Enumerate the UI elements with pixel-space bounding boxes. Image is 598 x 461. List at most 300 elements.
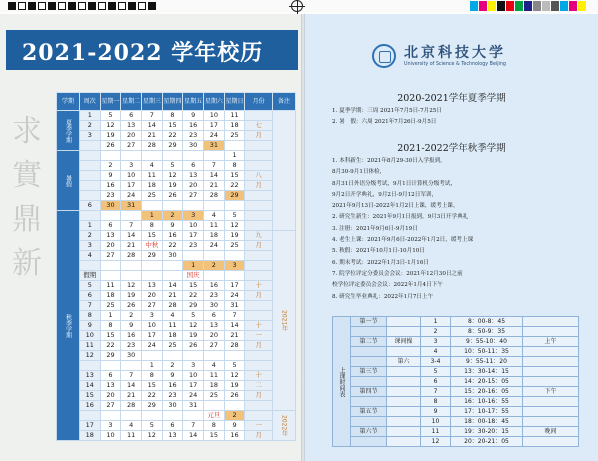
month-label — [245, 301, 273, 311]
schedule-row — [333, 407, 579, 417]
day-cell: 23 — [100, 191, 121, 201]
day-cell: 18 — [100, 291, 121, 301]
day-cell: 26 — [121, 301, 142, 311]
month-label: 月 — [245, 431, 273, 441]
day-cell: 5 — [100, 111, 121, 121]
day-cell — [224, 141, 245, 151]
calendar-row — [57, 211, 296, 221]
day-cell: 29 — [224, 191, 245, 201]
day-cell — [183, 251, 204, 261]
day-cell: 28 — [224, 341, 245, 351]
day-cell: 3 — [183, 211, 204, 221]
day-cell: 15 — [100, 331, 121, 341]
month-label — [245, 151, 273, 161]
day-cell: 2 — [162, 361, 183, 371]
calendar-row — [57, 241, 296, 251]
schedule-cell — [387, 387, 421, 397]
day-cell: 22 — [162, 241, 183, 251]
day-cell: 5 — [224, 211, 245, 221]
day-cell: 18 — [141, 181, 162, 191]
title-bar — [6, 30, 298, 70]
month-label — [245, 271, 273, 281]
calendar-row — [57, 251, 296, 261]
summer-term-list — [332, 106, 582, 129]
day-cell: 30 — [162, 401, 183, 411]
schedule-cell: 14：20-15：05 — [451, 377, 523, 387]
schedule-cell: 2 — [421, 327, 451, 337]
day-cell: 29 — [141, 251, 162, 261]
day-cell: 27 — [100, 401, 121, 411]
day-cell: 12 — [183, 321, 204, 331]
day-cell: 14 — [121, 231, 142, 241]
month-label: 十 — [245, 321, 273, 331]
calendar-row — [57, 261, 296, 271]
week-number — [79, 411, 100, 421]
week-number: 8 — [79, 311, 100, 321]
day-cell: 26 — [224, 391, 245, 401]
schedule-cell — [387, 367, 421, 377]
schedule-cell: 18：00-18：45 — [451, 417, 523, 427]
schedule-row — [333, 357, 579, 367]
day-cell: 9 — [100, 171, 121, 181]
day-cell: 29 — [100, 351, 121, 361]
academic-calendar-table — [56, 92, 296, 441]
day-cell: 6 — [121, 111, 142, 121]
day-cell — [141, 271, 162, 281]
schedule-cell — [523, 357, 579, 367]
calendar-row — [57, 361, 296, 371]
day-cell: 8 — [224, 161, 245, 171]
calendar-row — [57, 111, 296, 121]
day-cell: 21 — [224, 331, 245, 341]
day-cell: 29 — [162, 141, 183, 151]
day-cell — [100, 271, 121, 281]
day-cell: 20 — [100, 241, 121, 251]
day-cell: 19 — [162, 181, 183, 191]
month-label: 一 — [245, 421, 273, 431]
calendar-row — [57, 401, 296, 411]
schedule-cell — [387, 377, 421, 387]
day-cell: 27 — [204, 341, 225, 351]
day-cell: 26 — [183, 341, 204, 351]
day-cell — [162, 271, 183, 281]
schedule-cell: 12 — [421, 437, 451, 447]
calendar-row — [57, 311, 296, 321]
schedule-cell: 第五节 — [351, 407, 387, 417]
schedule-cell: 第三节 — [351, 367, 387, 377]
month-label — [245, 221, 273, 231]
day-cell: 20 — [121, 131, 142, 141]
calendar-header-cell: 星期四 — [162, 93, 183, 111]
autumn-line: 5. 秋假：2021年10月1日-10月10日 — [332, 248, 425, 255]
day-cell — [121, 411, 142, 421]
day-cell: 7 — [141, 111, 162, 121]
calendar-header-row — [57, 93, 296, 111]
calendar-row — [57, 281, 296, 291]
schedule-cell — [387, 317, 421, 327]
year-note: 2022年 — [272, 411, 295, 441]
day-cell: 19 — [224, 381, 245, 391]
schedule-cell — [387, 397, 421, 407]
day-cell: 29 — [183, 301, 204, 311]
week-number: 1 — [79, 111, 100, 121]
schedule-row — [333, 337, 579, 347]
month-label — [245, 191, 273, 201]
day-cell: 3 — [100, 421, 121, 431]
day-cell: 24 — [183, 391, 204, 401]
schedule-cell: 上午 — [523, 337, 579, 347]
day-cell — [121, 211, 142, 221]
year-note: 2021年 — [272, 231, 295, 411]
day-cell — [121, 361, 142, 371]
day-cell: 1 — [183, 261, 204, 271]
day-cell: 22 — [141, 391, 162, 401]
calendar-row — [57, 271, 296, 281]
week-number: 12 — [79, 351, 100, 361]
day-cell: 15 — [162, 121, 183, 131]
day-cell: 22 — [224, 181, 245, 191]
day-cell: 30 — [204, 301, 225, 311]
schedule-cell: 11 — [421, 427, 451, 437]
day-cell: 12 — [224, 221, 245, 231]
calendar-row — [57, 431, 296, 441]
day-cell: 31 — [224, 301, 245, 311]
calendar-row — [57, 351, 296, 361]
schedule-cell — [523, 317, 579, 327]
schedule-cell: 5 — [421, 367, 451, 377]
schedule-cell: 8：50-9：35 — [451, 327, 523, 337]
notes-column — [272, 111, 295, 231]
schedule-row — [333, 387, 579, 397]
day-cell: 9 — [224, 421, 245, 431]
calendar-header-cell: 周次 — [79, 93, 100, 111]
day-cell: 25 — [224, 131, 245, 141]
day-cell: 10 — [204, 111, 225, 121]
day-cell: 17 — [121, 181, 142, 191]
day-cell: 9 — [183, 111, 204, 121]
summer-term-title: 2020-2021学年夏季学期 — [397, 93, 506, 104]
day-cell — [100, 151, 121, 161]
autumn-line: 3. 注册：2021年9月6日-9月19日 — [332, 225, 418, 232]
day-cell: 23 — [204, 291, 225, 301]
autumn-line: 1. 本科新生：2021年8月29-30日入学报到， — [332, 158, 446, 164]
autumn-line: 4. 老生上课：2021年9月6日-2022年1月2日，缓考上课 — [332, 237, 474, 244]
schedule-cell: 15：20-16：05 — [451, 387, 523, 397]
schedule-cell — [523, 407, 579, 417]
schedule-cell: 8：00-8：45 — [451, 317, 523, 327]
schedule-cell: 第六 — [387, 357, 421, 367]
schedule-cell: 3-4 — [421, 357, 451, 367]
calendar-row — [57, 191, 296, 201]
week-number: 6 — [79, 291, 100, 301]
day-cell: 3 — [224, 261, 245, 271]
day-cell — [183, 411, 204, 421]
calendar-row — [57, 151, 296, 161]
day-cell — [204, 351, 225, 361]
schedule-cell — [523, 377, 579, 387]
day-cell: 25 — [204, 391, 225, 401]
schedule-cell: 17：10-17：55 — [451, 407, 523, 417]
print-marks — [0, 0, 598, 12]
autumn-line: 6. 期末考试：2022年1月3日-1月16日 — [332, 259, 429, 266]
calendar-header-cell: 星期二 — [121, 93, 142, 111]
day-cell: 31 — [121, 201, 142, 211]
calendar-row — [57, 291, 296, 301]
summer-line: 1. 夏季学期：三周 2021年7月5日-7月25日 — [332, 108, 442, 114]
week-number: 10 — [79, 331, 100, 341]
university-logo — [372, 44, 396, 68]
schedule-row — [333, 367, 579, 377]
calendar-row — [57, 171, 296, 181]
day-cell: 28 — [121, 401, 142, 411]
day-cell — [224, 271, 245, 281]
day-cell: 9 — [162, 221, 183, 231]
schedule-cell — [387, 437, 421, 447]
day-cell: 1 — [100, 311, 121, 321]
term-label: 夏季学期 — [57, 111, 80, 151]
day-cell: 14 — [141, 121, 162, 131]
day-cell: 15 — [183, 281, 204, 291]
day-cell: 11 — [162, 321, 183, 331]
schedule-cell: 20：20-21：05 — [451, 437, 523, 447]
university-name-en: University of Science & Technology Beijing — [404, 62, 506, 67]
day-cell: 18 — [204, 381, 225, 391]
schedule-cell: 10 — [421, 417, 451, 427]
month-label: 月 — [245, 181, 273, 191]
schedule-row — [333, 377, 579, 387]
day-cell — [100, 261, 121, 271]
day-cell: 14 — [204, 171, 225, 181]
day-cell — [141, 261, 162, 271]
week-number: 7 — [79, 301, 100, 311]
day-cell: 8 — [141, 221, 162, 231]
schedule-row — [333, 397, 579, 407]
calendar-row — [57, 331, 296, 341]
day-cell: 21 — [204, 181, 225, 191]
month-label: 十 — [245, 371, 273, 381]
day-cell: 7 — [224, 311, 245, 321]
calendar-header-cell: 星期三 — [141, 93, 162, 111]
calendar-header-cell: 星期六 — [204, 93, 225, 111]
schedule-cell: 第二节 — [351, 337, 387, 347]
day-cell: 24 — [141, 341, 162, 351]
day-cell: 2 — [162, 211, 183, 221]
week-number: 13 — [79, 371, 100, 381]
day-cell: 21 — [162, 291, 183, 301]
day-cell: 21 — [121, 241, 142, 251]
day-cell: 中秋 — [141, 241, 162, 251]
week-number: 5 — [79, 281, 100, 291]
day-cell: 18 — [162, 331, 183, 341]
day-cell: 11 — [100, 281, 121, 291]
day-cell: 22 — [100, 341, 121, 351]
month-label — [245, 211, 273, 221]
week-number — [79, 171, 100, 181]
day-cell — [183, 351, 204, 361]
autumn-line: 8月30-9月1日体检， — [332, 169, 386, 176]
day-cell: 11 — [204, 371, 225, 381]
calendar-row — [57, 231, 296, 241]
schedule-row — [333, 327, 579, 337]
day-cell — [224, 201, 245, 211]
calendar-header-cell: 月份 — [245, 93, 273, 111]
week-number: 4 — [79, 251, 100, 261]
schedule-cell: 1 — [421, 317, 451, 327]
day-cell — [121, 261, 142, 271]
day-cell: 10 — [100, 431, 121, 441]
schedule-cell: 6 — [421, 377, 451, 387]
day-cell: 19 — [224, 231, 245, 241]
day-cell: 12 — [141, 431, 162, 441]
month-label: 七 — [245, 121, 273, 131]
schedule-cell: 第一节 — [351, 317, 387, 327]
day-cell: 25 — [100, 301, 121, 311]
day-cell: 10 — [183, 371, 204, 381]
day-cell: 6 — [100, 371, 121, 381]
schedule-cell — [523, 417, 579, 427]
week-number — [79, 181, 100, 191]
day-cell: 4 — [204, 211, 225, 221]
day-cell: 24 — [204, 241, 225, 251]
day-cell: 12 — [162, 171, 183, 181]
day-cell: 4 — [141, 161, 162, 171]
day-cell — [204, 151, 225, 161]
day-cell: 14 — [224, 321, 245, 331]
seal-calligraphy: 求 實 鼎 新 — [12, 114, 42, 281]
calendar-row — [57, 411, 296, 421]
month-label — [245, 411, 273, 421]
day-cell: 15 — [141, 231, 162, 241]
calendar-row — [57, 131, 296, 141]
schedule-cell: 第六节 — [351, 427, 387, 437]
day-cell: 10 — [121, 171, 142, 181]
week-number: 3 — [79, 241, 100, 251]
week-number — [79, 141, 100, 151]
schedule-cell — [351, 327, 387, 337]
day-cell — [100, 211, 121, 221]
day-cell: 30 — [183, 141, 204, 151]
day-cell: 12 — [224, 371, 245, 381]
day-cell: 4 — [121, 421, 142, 431]
day-cell: 4 — [162, 311, 183, 321]
day-cell: 23 — [183, 131, 204, 141]
week-number: 17 — [79, 421, 100, 431]
calendar-header-cell: 星期日 — [224, 93, 245, 111]
day-cell: 28 — [121, 251, 142, 261]
day-cell: 2 — [100, 161, 121, 171]
month-label: 十 — [245, 281, 273, 291]
day-cell: 6 — [204, 311, 225, 321]
day-cell: 15 — [141, 381, 162, 391]
week-number — [79, 361, 100, 371]
day-cell — [100, 411, 121, 421]
day-cell — [162, 411, 183, 421]
month-label — [245, 351, 273, 361]
schedule-cell: 第四节 — [351, 387, 387, 397]
day-cell — [162, 201, 183, 211]
day-cell: 13 — [100, 231, 121, 241]
day-cell: 26 — [100, 141, 121, 151]
day-cell: 6 — [162, 421, 183, 431]
university-name: 北京科技大学 — [404, 45, 506, 61]
autumn-line: 8. 研究生毕业典礼：2022年1月7日上午 — [332, 293, 434, 300]
day-cell: 1 — [141, 361, 162, 371]
day-cell: 24 — [204, 131, 225, 141]
day-cell: 28 — [141, 141, 162, 151]
schedule-cell: 9 — [421, 407, 451, 417]
day-cell: 30 — [162, 251, 183, 261]
day-cell: 22 — [183, 291, 204, 301]
autumn-line: 2. 研究生新生：2021年9月1日报到，9月3日开学典礼 — [332, 214, 469, 221]
calendar-row — [57, 141, 296, 151]
day-cell: 11 — [224, 111, 245, 121]
day-cell: 7 — [121, 221, 142, 231]
schedule-cell: 3 — [421, 337, 451, 347]
day-cell: 24 — [224, 291, 245, 301]
day-cell: 8 — [141, 371, 162, 381]
day-cell — [141, 351, 162, 361]
day-cell: 30 — [121, 351, 142, 361]
calendar-row — [57, 371, 296, 381]
autumn-line: 9月2日开学典礼，9月2日-9月12日军训， — [332, 191, 438, 198]
class-time-table — [332, 316, 579, 447]
calendar-row — [57, 161, 296, 171]
summer-line: 2. 暑 假：六周 2021年7月26日-9月5日 — [332, 119, 437, 126]
day-cell — [204, 271, 225, 281]
day-cell: 10 — [141, 321, 162, 331]
day-cell: 20 — [204, 331, 225, 341]
day-cell: 20 — [141, 291, 162, 301]
autumn-line: 7. 院学位评定分委员会会议：2021年12月30日之前 — [332, 270, 463, 277]
week-number — [79, 151, 100, 161]
day-cell: 19 — [121, 291, 142, 301]
day-cell: 31 — [204, 141, 225, 151]
schedule-cell — [523, 367, 579, 377]
schedule-cell — [351, 377, 387, 387]
calendar-row — [57, 341, 296, 351]
day-cell: 8 — [162, 111, 183, 121]
schedule-cell: 8 — [421, 397, 451, 407]
month-label: 月 — [245, 341, 273, 351]
day-cell: 13 — [183, 171, 204, 181]
week-number — [79, 211, 100, 221]
schedule-cell — [523, 437, 579, 447]
schedule-cell — [351, 417, 387, 427]
day-cell: 27 — [141, 301, 162, 311]
day-cell: 18 — [204, 231, 225, 241]
week-number: 9 — [79, 321, 100, 331]
day-cell: 24 — [121, 191, 142, 201]
autumn-line: 2021年9月13日-2022年1月2日上课，缓考上课。 — [332, 203, 459, 210]
day-cell: 1 — [224, 151, 245, 161]
day-cell: 16 — [183, 121, 204, 131]
day-cell — [204, 401, 225, 411]
day-cell: 9 — [121, 321, 142, 331]
schedule-cell: 10：50-11：35 — [451, 347, 523, 357]
day-cell: 17 — [183, 231, 204, 241]
day-cell: 23 — [183, 241, 204, 251]
schedule-row — [333, 347, 579, 357]
registration-mark — [291, 0, 303, 12]
week-number: 11 — [79, 341, 100, 351]
calendar-row — [57, 391, 296, 401]
day-cell — [162, 151, 183, 161]
day-cell — [183, 151, 204, 161]
month-label: 月 — [245, 291, 273, 301]
month-label — [245, 201, 273, 211]
day-cell — [224, 401, 245, 411]
calendar-row — [57, 121, 296, 131]
